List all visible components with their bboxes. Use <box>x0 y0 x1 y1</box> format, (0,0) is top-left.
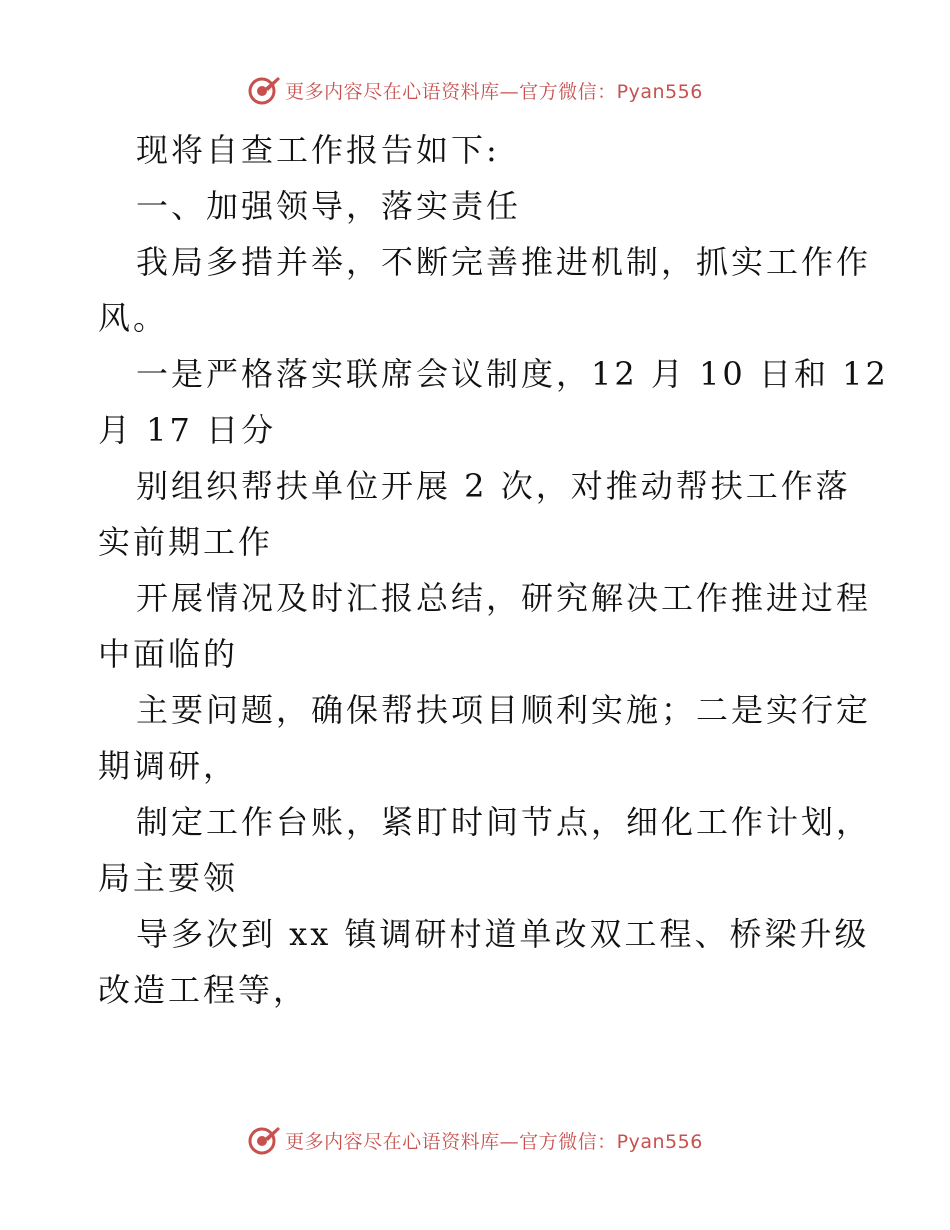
paragraph-line: 主要问题，确保帮扶项目顺利实施；二是实行定 <box>136 691 872 729</box>
paragraph-line: 局主要领 <box>98 859 239 897</box>
paragraph-line: 一是严格落实联席会议制度，12 月 10 日和 12 <box>136 355 889 393</box>
watermark-text: 更多内容尽在心语资料库—官方微信：Pyan556 <box>285 80 703 103</box>
pen-logo-icon <box>247 73 281 107</box>
paragraph-line: 开展情况及时汇报总结，研究解决工作推进过程 <box>136 579 872 617</box>
paragraph-line: 导多次到 xx 镇调研村道单改双工程、桥梁升级 <box>136 915 870 953</box>
footer-watermark <box>0 1120 950 1160</box>
paragraph-line: 制定工作台账，紧盯时间节点，细化工作计划， <box>136 803 872 841</box>
section-heading: 一、加强领导，落实责任 <box>136 187 522 225</box>
paragraph-line: 月 17 日分 <box>98 411 277 449</box>
paragraph-line: 实前期工作 <box>98 523 274 561</box>
watermark-text: 更多内容尽在心语资料库—官方微信：Pyan556 <box>285 1130 703 1153</box>
header-watermark <box>0 70 950 110</box>
paragraph-line: 风。 <box>98 299 169 337</box>
document-body <box>98 122 889 1018</box>
paragraph-line: 期调研， <box>98 747 239 785</box>
paragraph-line: 改造工程等， <box>98 971 309 1009</box>
pen-logo-icon <box>247 1123 281 1157</box>
paragraph-line: 我局多措并举，不断完善推进机制，抓实工作作 <box>136 243 872 281</box>
paragraph-line: 中面临的 <box>98 635 239 673</box>
paragraph-line: 现将自查工作报告如下: <box>136 131 500 169</box>
paragraph-line: 别组织帮扶单位开展 2 次，对推动帮扶工作落 <box>136 467 851 505</box>
